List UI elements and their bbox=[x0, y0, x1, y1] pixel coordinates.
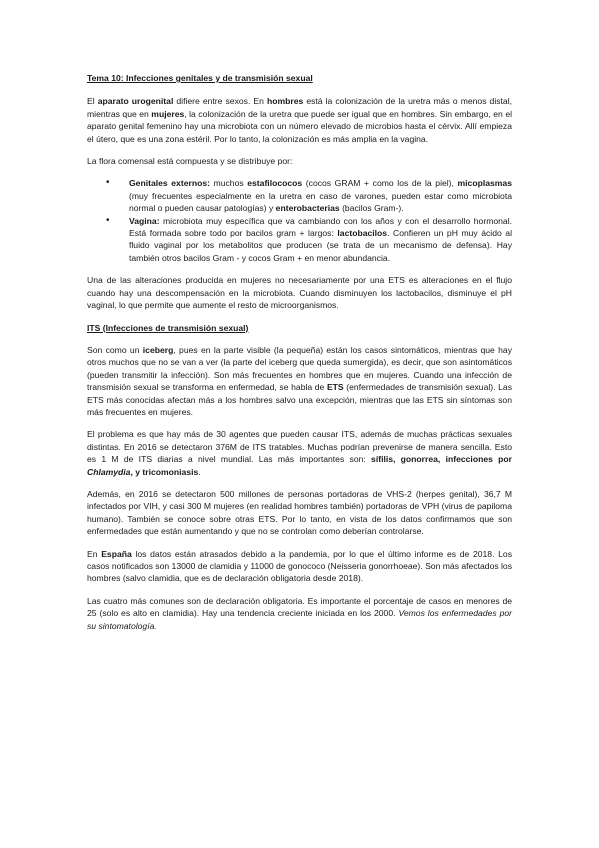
text-run: , pues en la parte visible (la pequeña) están los casos sintomáticos, mientras que hay otros muchos que no se van a ver (la parte del iceberg que queda sumergida), es decir, que son asintomáticos (pueden transmitir la infección). Son más frecuentes en hombres que en mujeres. Cuando una infección de transmisión sexual se transforma en enfermedad, se habla de bbox=[87, 344, 512, 393]
bold-term: iceberg bbox=[142, 344, 174, 355]
text-run: El problema es que hay más de 30 agentes que pueden causar ITS, además de muchas prácticas sexuales distintas. En 2016 se detectaron 376M de ITS tratables. Muchas podrían prevenirse de manera sencilla. Esto es 1 M de ITS diarias a nivel mundial. Las más importantes son: bbox=[87, 429, 512, 465]
italic-term: Chlamydia bbox=[87, 466, 131, 477]
paragraph-iceberg bbox=[87, 344, 512, 418]
paragraph-datos-2016: Además, en 2016 se detectaron 500 millones de personas portadoras de VHS-2 (herpes genital), 36,7 M infectados por VIH, y casi 300 M mujeres (en realidad hombres también) portadoras de VPH (virus de papiloma humano). También se conoce sobre otras ETS. Por lo tanto, en vista de los datos confirmamos que son enfermedades que están aumentando y que no se controlan como deberían controlarse. bbox=[87, 488, 512, 537]
text-run: En bbox=[87, 548, 102, 559]
bold-term: hombres bbox=[266, 96, 304, 107]
bold-term: ETS bbox=[326, 382, 344, 393]
text-run: Las cuatro más comunes son de declaración obligatoria. Es importante el porcentaje de casos en menores de 25 (solo es alto en clamidia). Hay una tendencia creciente iniciada en los 2000. bbox=[87, 595, 512, 619]
text-run: . bbox=[154, 620, 157, 631]
bold-term: estafilococos bbox=[247, 178, 303, 189]
text-run: . bbox=[198, 466, 201, 477]
bold-term: lactobacilos bbox=[337, 228, 388, 239]
italic-text: Vemos los enfermedades por su sintomatología bbox=[87, 608, 513, 631]
text-run: microbiota muy específica que va cambiando con los años y con el desarrollo hormonal. Está formada sobre todo por bacilos gram + largos: bbox=[129, 215, 512, 239]
text-run: los datos están atrasados debido a la pandemia, por lo que el último informe es de 2018. Los casos notificados son 13000 de clamidia y 11000 de gonococo (Neisseria gonorrhoeae). Son más afectados los hombres (salvo clamidia, que es de declaración obligatoria desde 2018). bbox=[87, 548, 513, 584]
text-run: difiere entre sexos. En bbox=[173, 96, 267, 107]
flora-list bbox=[87, 177, 512, 264]
text-run: . Confieren un pH muy ácido al fluido vaginal por los metabolitos que producen (se trata de un mecanismo de defensa). Hay también otros bacilos Gram - y cocos Gram + en menor abundancia. bbox=[129, 228, 512, 263]
text-run: muchos bbox=[209, 178, 248, 189]
paragraph-declaracion bbox=[87, 595, 512, 632]
list-item bbox=[129, 177, 512, 214]
text-run: (muy frecuentes especialmente en la uretra en caso de varones, pueden estar como microbiota normal o pueden causar patologías) y bbox=[129, 190, 512, 214]
text-run: , la colonización de la uretra que puede ser igual que en hombres. Sin embargo, en el aparato genital femenino hay una microbiota con un número elevado de microbios hasta el cérvix. Allí empieza el útero, que es una zona estéril. Por lo tanto, la colonización es más amplia en la vagina. bbox=[87, 108, 513, 144]
bold-term: enterobacterias bbox=[275, 203, 340, 214]
text-run: (enfermedades de transmisión sexual). Las ETS más conocidas afectan más a los hombres salvo una excepción, mientras que las ETS sin síntomas son más frecuentes en mujeres. bbox=[87, 382, 512, 417]
bold-term: Genitales externos: bbox=[129, 178, 210, 189]
paragraph-espana bbox=[87, 548, 512, 585]
bold-term: aparato urogenital bbox=[97, 96, 174, 107]
section-heading-its: ITS (Infecciones de transmisión sexual) bbox=[87, 322, 249, 333]
text-run: (bacilos Gram-). bbox=[339, 203, 404, 214]
paragraph-alteraciones: Una de las alteraciones producida en mujeres no necesariamente por una ETS es alteraciones en el flujo cuando hay una descompensación en la microbiota. Cuando disminuyen los lactobacilos, disminuye el pH vaginal, lo que permite que aumente el resto de microorganismos. bbox=[87, 275, 512, 311]
paragraph-urogenital bbox=[87, 95, 512, 145]
bold-term: Vagina: bbox=[129, 215, 160, 226]
bold-term: , y tricomoniasis bbox=[130, 466, 199, 477]
list-item bbox=[129, 215, 512, 265]
text-run: Son como un bbox=[87, 344, 143, 355]
bold-term: mujeres bbox=[151, 108, 185, 119]
paragraph-problema bbox=[87, 428, 512, 478]
bold-term: micoplasmas bbox=[457, 178, 512, 189]
page-title: Tema 10: Infecciones genitales y de transmisión sexual bbox=[87, 73, 313, 83]
text-run: El bbox=[87, 96, 98, 107]
bold-term: sífilis, gonorrea, infecciones por bbox=[371, 454, 512, 465]
bold-term: España bbox=[101, 548, 132, 559]
paragraph-flora-intro: La flora comensal está compuesta y se distribuye por: bbox=[87, 156, 293, 167]
text-run: (cocos GRAM + como los de la piel), bbox=[302, 178, 458, 189]
text-run: está la colonización de la uretra más o menos distal, mientras que en bbox=[87, 96, 513, 119]
